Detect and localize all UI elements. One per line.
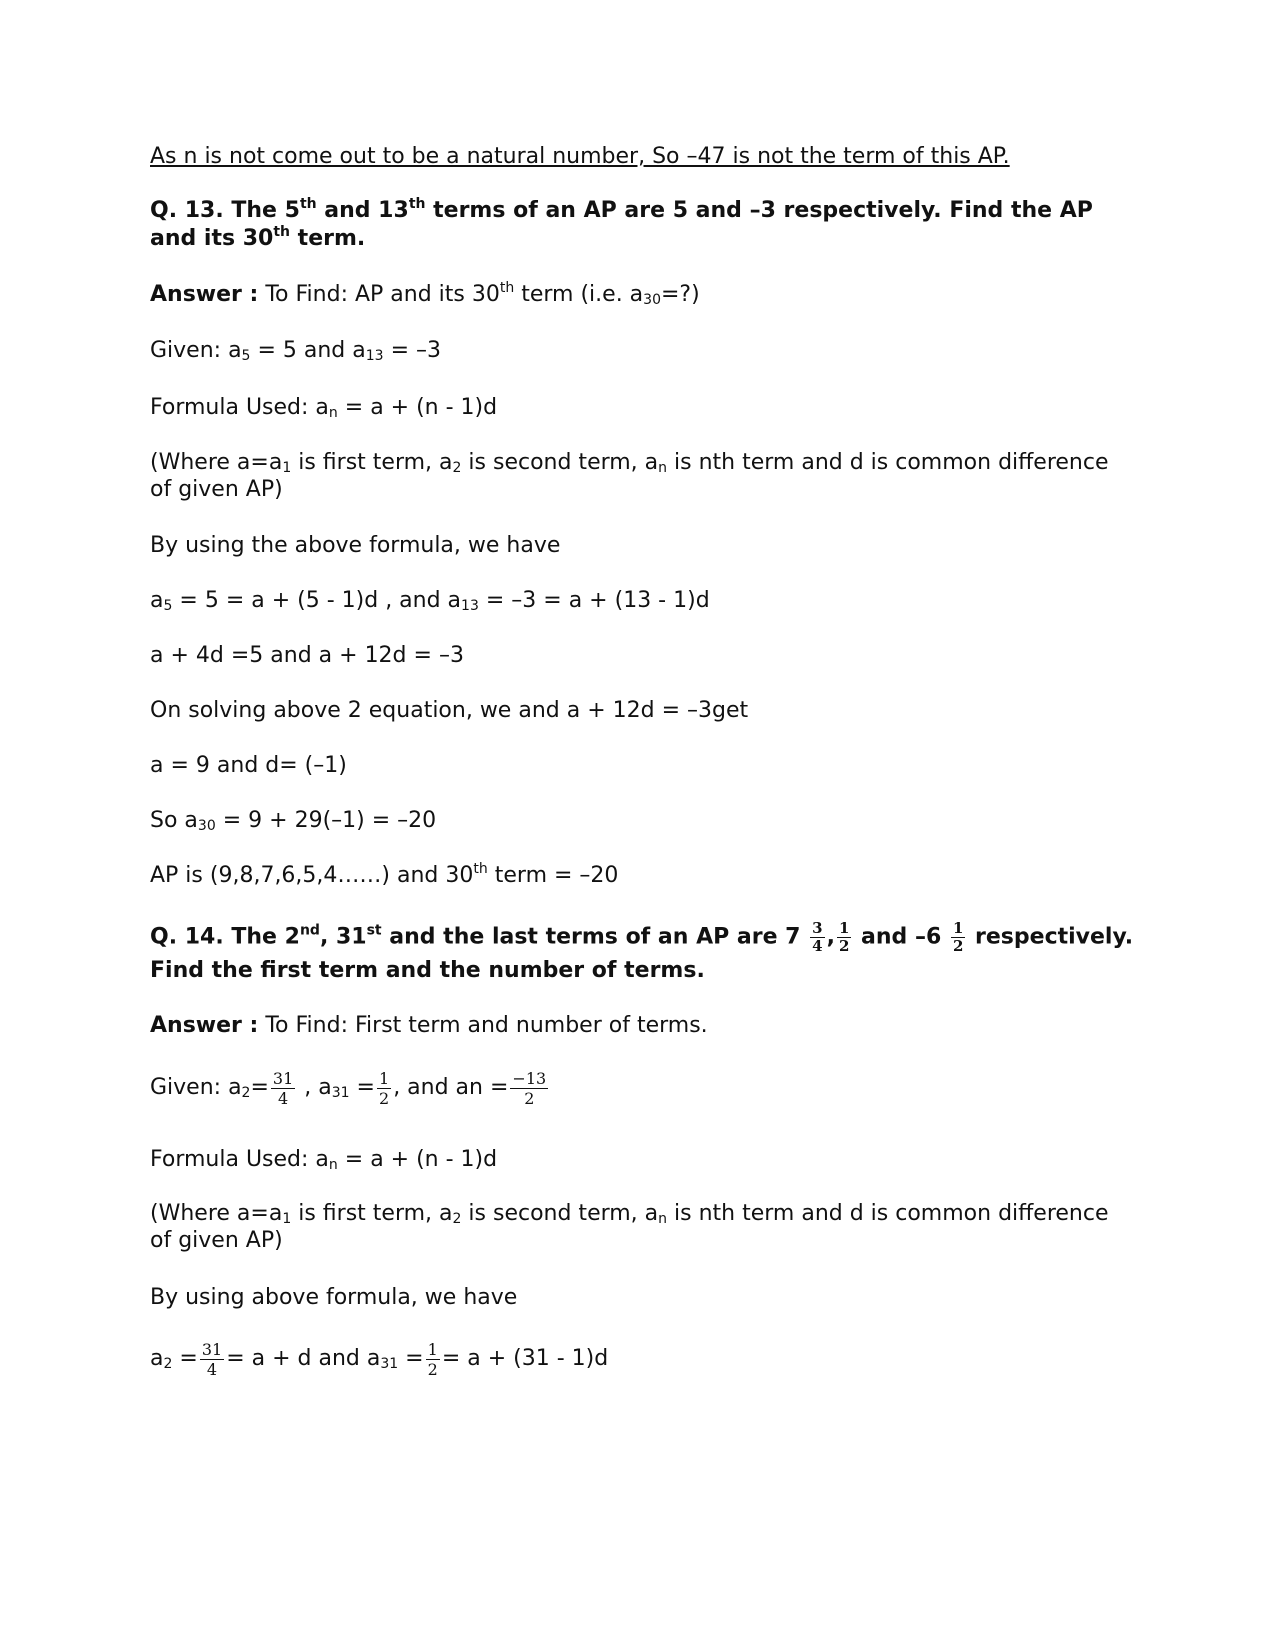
- q13-equation-4: a = 9 and d= (–1): [150, 753, 347, 778]
- fraction-31-over-4: $\frac{31}{4}$: [272, 1068, 294, 1108]
- q13-answer-line: Answer : To Find: AP and its 30th term (i.e. $a_{30}=$?): [150, 280, 700, 308]
- fraction-31-over-4: $\frac{31}{4}$: [201, 1339, 223, 1379]
- q13-equation-3: On solving above 2 equation, we and a + 12d = –3get: [150, 698, 749, 723]
- q14-where-note: (Where $a=a_1$ is first term, $a_2$ is second term, $a_n$ is nth term and d is common difference of given AP): [150, 1201, 1109, 1253]
- q13-equation-2: a + 4d =5 and a + 12d = –3: [150, 643, 464, 668]
- fraction-one-half: $\frac{1}{2}$: [379, 1068, 390, 1108]
- q14-equation-line: $a_2$ = $\frac{31}{4}$ = a + d and $a_{31}$ = $\frac{1}{2}$ = a + (31 - 1)d: [150, 1339, 609, 1379]
- q13-equation-1: $a_5 = 5 = a + (5 - 1)d$ , and $a_{13} = -3 = a + (13 - 1)d$: [150, 588, 710, 614]
- q14-answer-label: Answer :: [150, 1013, 259, 1038]
- fraction-one-half: $\frac{1}{2}$: [427, 1339, 438, 1379]
- q13-question: Q. 13. The 5th and 13th terms of an AP are 5 and –3 respectively. Find the AP and its 30th term.: [150, 196, 1093, 251]
- q14-question-line-1: Q. 14. The 2nd, 31st and the last terms of an AP are 7 $\frac{3}{4}$ , $\frac{1}{2}$ and –6 $\frac{1}{2}$ respectively.: [150, 919, 1134, 955]
- fraction-one-half: $\frac{1}{2}$: [838, 919, 850, 955]
- q14-by-using-line: By using above formula, we have: [150, 1285, 518, 1310]
- q13-result-line: AP is (9,8,7,6,5,4……) and 30th term = –20: [150, 861, 619, 888]
- q13-by-using-line: By using the above formula, we have: [150, 533, 561, 558]
- q13-answer-label: Answer :: [150, 282, 259, 307]
- fraction-one-half: $\frac{1}{2}$: [952, 919, 964, 955]
- intro-conclusion-line: As n is not come out to be a natural number, So –47 is not the term of this AP.: [150, 144, 1010, 169]
- q14-formula-line: Formula Used: $a_n = a + (n - 1)d$: [150, 1147, 498, 1173]
- q13-given-line: Given: $a_5 = 5$ and $a_{13} = -3$: [150, 338, 441, 364]
- q14-label: Q. 14.: [150, 924, 224, 950]
- q13-where-note: (Where $a=a_1$ is first term, $a_2$ is second term, $a_n$ is nth term and d is common difference of given AP): [150, 450, 1109, 502]
- q14-question-line-2: Find the first term and the number of terms.: [150, 958, 705, 983]
- q14-answer-line: Answer : To Find: First term and number of terms.: [150, 1013, 708, 1038]
- fraction-three-quarters: $\frac{3}{4}$: [812, 919, 823, 955]
- q13-label: Q. 13.: [150, 198, 224, 223]
- fraction-minus-13-over-2: $\frac{-13}{2}$: [512, 1068, 547, 1108]
- q14-given-line: Given: $a_2=$ $\frac{31}{4}$ , $a_{31}$ = $\frac{1}{2}$ , and an = $\frac{-13}{2}$: [150, 1068, 547, 1108]
- q13-equation-5: So $a_{30} = 9 + 29(-1) = -20$: [150, 808, 437, 834]
- q13-formula-line: Formula Used: $a_n = a + (n - 1)d$: [150, 395, 498, 421]
